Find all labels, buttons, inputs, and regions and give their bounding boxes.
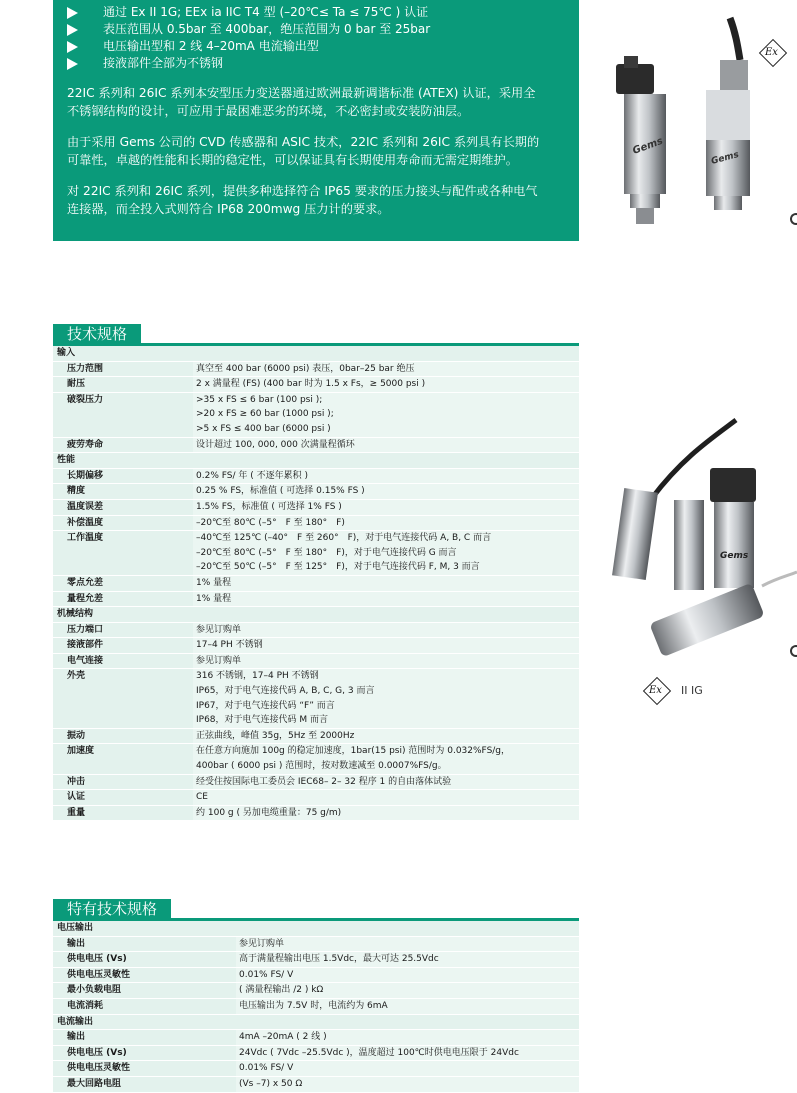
paragraph-line: 连接器，而全投入式则符合 IP68 200mwg 压力计的要求。 bbox=[67, 202, 390, 216]
category-label: 电压输出 bbox=[53, 921, 579, 936]
spec-value-line: –40℃至 125℃ (–40° F 至 260° F)，对于电气连接代码 A, B, C 而言 bbox=[196, 533, 492, 544]
spec-value-line: 参见订购单 bbox=[196, 624, 242, 635]
spec-value bbox=[193, 575, 579, 591]
spec-value bbox=[236, 967, 579, 983]
paragraph-line: 22IC 系列和 26IC 系列本安型压力变送器通过欧洲最新调谐标准 (ATEX) 认证，采用全 bbox=[67, 86, 536, 100]
table-row bbox=[53, 1061, 579, 1077]
feature-text: 接液部件全部为不锈钢 bbox=[103, 56, 224, 70]
table-row bbox=[53, 515, 579, 531]
spec-value-line: 4mA –20mA ( 2 线 ) bbox=[239, 1032, 327, 1043]
spec-label: 接液部件 bbox=[53, 638, 193, 654]
spec-value bbox=[236, 1061, 579, 1077]
spec-value-line: >20 x FS ≥ 60 bar (1000 psi ); bbox=[196, 409, 334, 420]
spec-value-line: 0.25 % FS，标准值 ( 可选择 0.15% FS ) bbox=[196, 486, 365, 497]
table-row bbox=[53, 952, 579, 968]
partial-circle-icon-2 bbox=[790, 645, 797, 657]
table-row bbox=[53, 998, 579, 1014]
spec-value-line: 0.01% FS/ V bbox=[239, 969, 294, 980]
special-spec-section bbox=[53, 898, 579, 1093]
table-row bbox=[53, 392, 579, 437]
table-row bbox=[53, 531, 579, 576]
spec-value-line: ( 满量程输出 /2 ) kΩ bbox=[239, 985, 324, 996]
spec-value bbox=[193, 744, 579, 774]
spec-value bbox=[193, 515, 579, 531]
paragraph-line: 由于采用 Gems 公司的 CVD 传感器和 ASIC 技术，22IC 系列和 26IC 系列具有长期的 bbox=[67, 135, 540, 149]
spec-table bbox=[53, 346, 579, 821]
spec-section bbox=[53, 323, 579, 821]
spec-value bbox=[193, 591, 579, 607]
spec-value-line: 约 100 g ( 另加电缆重量：75 g/m) bbox=[196, 807, 342, 818]
table-row bbox=[53, 1045, 579, 1061]
spec-value bbox=[193, 377, 579, 393]
spec-label: 输出 bbox=[53, 1030, 236, 1046]
spec-label: 供电电压 (Vs) bbox=[53, 1045, 236, 1061]
spec-value-line: 经受住按国际电工委员会 IEC68– 2– 32 程序 1 的自由落体试验 bbox=[196, 776, 452, 787]
table-row bbox=[53, 1076, 579, 1092]
table-row bbox=[53, 591, 579, 607]
spec-value bbox=[193, 392, 579, 437]
category-row bbox=[53, 607, 579, 623]
product-photo-transmitters-group bbox=[612, 418, 797, 678]
spec-label: 精度 bbox=[53, 484, 193, 500]
table-row bbox=[53, 728, 579, 744]
spec-value-line: 24Vdc ( 7Vdc –25.5Vdc )，温度超过 100℃时供电电压限于 24Vdc bbox=[239, 1047, 519, 1058]
spec-value-line: 316 不锈钢，17–4 PH 不锈钢 bbox=[196, 671, 319, 682]
table-row bbox=[53, 967, 579, 983]
spec-value-line: >5 x FS ≤ 400 bar (6000 psi ) bbox=[196, 423, 331, 434]
feature-text: 通过 Ex II 1G; EEx ia IIC T4 型 (–20℃≤ Ta ≤ 75℃ ) 认证 bbox=[103, 5, 429, 19]
spec-label: 耐压 bbox=[53, 377, 193, 393]
triangle-bullet-icon bbox=[67, 7, 78, 19]
ex-label: Ex bbox=[765, 47, 778, 58]
paragraph-line: 对 22IC 系列和 26IC 系列，提供多种选择符合 IP65 要求的压力接头与配件或各种电气 bbox=[67, 184, 538, 198]
spec-value-line: IP68，对于电气连接代码 M 而言 bbox=[196, 715, 329, 726]
spec-label: 冲击 bbox=[53, 774, 193, 790]
spec-label: 零点允差 bbox=[53, 575, 193, 591]
spec-title: 技术规格 bbox=[53, 324, 141, 343]
feature-list bbox=[67, 4, 569, 72]
spec-value bbox=[193, 361, 579, 377]
table-row bbox=[53, 790, 579, 806]
spec-value bbox=[193, 622, 579, 638]
spec-value bbox=[236, 998, 579, 1014]
spec-value-line: 17–4 PH 不锈钢 bbox=[196, 640, 263, 651]
spec-value-line: 参见订购单 bbox=[239, 938, 285, 949]
spec-label: 最大回路电阻 bbox=[53, 1076, 236, 1092]
spec-value bbox=[193, 468, 579, 484]
spec-label: 压力端口 bbox=[53, 622, 193, 638]
spec-value-line: 400bar ( 6000 psi ) 范围时，按对数速减至 0.0007%FS/g。 bbox=[196, 761, 447, 772]
ex-label-2: Ex bbox=[649, 685, 662, 696]
category-row bbox=[53, 921, 579, 936]
spec-label: 重量 bbox=[53, 805, 193, 821]
table-row bbox=[53, 653, 579, 669]
spec-value-line: 真空至 400 bar (6000 psi) 表压，0bar–25 bar 绝压 bbox=[196, 363, 415, 374]
table-row bbox=[53, 377, 579, 393]
feature-item bbox=[67, 55, 569, 72]
spec-value-line: 2 x 满量程 (FS) (400 bar 时为 1.5 x Fs，≥ 5000 psi ) bbox=[196, 379, 426, 390]
spec-value-line: 0.2% FS/ 年 ( 不逐年累积 ) bbox=[196, 470, 308, 481]
category-row bbox=[53, 346, 579, 361]
spec-label: 加速度 bbox=[53, 744, 193, 774]
spec-value-line: 1% 量程 bbox=[196, 577, 232, 588]
intro-paragraph bbox=[67, 182, 569, 218]
special-spec-title: 特有技术规格 bbox=[53, 899, 171, 918]
table-row bbox=[53, 805, 579, 821]
spec-value-line: –20℃至 80℃ (–5° F 至 180° F) bbox=[196, 517, 345, 528]
spec-value-line: CE bbox=[196, 792, 208, 803]
category-row bbox=[53, 453, 579, 469]
brand-text-3: Gems bbox=[720, 551, 749, 561]
table-row bbox=[53, 468, 579, 484]
feature-item bbox=[67, 4, 569, 21]
spec-value-line: >35 x FS ≤ 6 bar (100 psi ); bbox=[196, 394, 323, 405]
table-row bbox=[53, 499, 579, 515]
spec-label: 量程允差 bbox=[53, 591, 193, 607]
spec-value-line: IP65，对于电气连接代码 A, B, C, G, 3 而言 bbox=[196, 686, 375, 697]
feature-text: 电压输出型和 2 线 4–20mA 电流输出型 bbox=[103, 39, 319, 53]
spec-value bbox=[236, 952, 579, 968]
spec-label: 认证 bbox=[53, 790, 193, 806]
spec-value-line: 电压输出为 7.5V 时，电流约为 6mA bbox=[239, 1000, 388, 1011]
partial-circle-icon bbox=[790, 213, 797, 225]
feature-item bbox=[67, 21, 569, 38]
spec-value-line: 高于满量程输出电压 1.5Vdc，最大可达 25.5Vdc bbox=[239, 954, 439, 965]
spec-label: 电气连接 bbox=[53, 653, 193, 669]
spec-value bbox=[236, 1076, 579, 1092]
table-row bbox=[53, 936, 579, 952]
spec-value bbox=[193, 653, 579, 669]
table-row bbox=[53, 361, 579, 377]
spec-label: 振动 bbox=[53, 728, 193, 744]
spec-value-line: 设计超过 100, 000, 000 次满量程循环 bbox=[196, 439, 355, 450]
spec-label: 温度误差 bbox=[53, 499, 193, 515]
spec-label: 工作温度 bbox=[53, 531, 193, 576]
spec-value bbox=[193, 499, 579, 515]
spec-value-line: 1.5% FS，标准值 ( 可选择 1% FS ) bbox=[196, 501, 342, 512]
table-row bbox=[53, 744, 579, 774]
spec-value-line: 参见订购单 bbox=[196, 655, 242, 666]
special-spec-table bbox=[53, 921, 579, 1093]
spec-value bbox=[236, 983, 579, 999]
spec-value bbox=[193, 805, 579, 821]
category-label: 性能 bbox=[53, 453, 579, 469]
triangle-bullet-icon bbox=[67, 41, 78, 53]
spec-label: 补偿温度 bbox=[53, 515, 193, 531]
paragraph-line: 可靠性，卓越的性能和长期的稳定性，可以保证具有长期使用寿命而无需定期维护。 bbox=[67, 153, 518, 167]
spec-value bbox=[193, 790, 579, 806]
product-photo-transmitters bbox=[610, 14, 755, 232]
intro-paragraph bbox=[67, 84, 569, 120]
intro-paragraphs bbox=[67, 84, 569, 218]
spec-label: 最小负载电阻 bbox=[53, 983, 236, 999]
spec-value-line: 在任意方向施加 100g 的稳定加速度，1bar(15 psi) 范围时为 0.032%FS/g， bbox=[196, 746, 511, 757]
spec-value-line: IP67，对于电气连接代码 “F” 而言 bbox=[196, 700, 335, 711]
spec-value bbox=[193, 728, 579, 744]
brand-text: Gems bbox=[631, 135, 665, 157]
intro-panel bbox=[53, 0, 579, 241]
spec-label: 破裂压力 bbox=[53, 392, 193, 437]
spec-label: 供电电压灵敏性 bbox=[53, 967, 236, 983]
spec-value bbox=[193, 638, 579, 654]
spec-value-line: 正弦曲线，峰值 35g，5Hz 至 2000Hz bbox=[196, 730, 355, 741]
spec-label: 电流消耗 bbox=[53, 998, 236, 1014]
feature-item bbox=[67, 38, 569, 55]
spec-value bbox=[236, 1030, 579, 1046]
table-row bbox=[53, 622, 579, 638]
brand-text-2: Gems bbox=[710, 149, 741, 167]
feature-text: 表压范围从 0.5bar 至 400bar，绝压范围为 0 bar 至 25bar bbox=[103, 22, 431, 36]
paragraph-line: 不锈钢结构的设计，可应用于最困难恶劣的环境，不必密封或安装防油层。 bbox=[67, 104, 470, 118]
spec-value bbox=[236, 1045, 579, 1061]
spec-label: 疲劳寿命 bbox=[53, 437, 193, 453]
spec-label: 外壳 bbox=[53, 669, 193, 728]
table-row bbox=[53, 983, 579, 999]
spec-label: 压力范围 bbox=[53, 361, 193, 377]
spec-value bbox=[193, 484, 579, 500]
category-label: 机械结构 bbox=[53, 607, 579, 623]
spec-value bbox=[193, 531, 579, 576]
table-row bbox=[53, 484, 579, 500]
table-row bbox=[53, 669, 579, 728]
table-row bbox=[53, 437, 579, 453]
triangle-bullet-icon bbox=[67, 24, 78, 36]
intro-paragraph bbox=[67, 133, 569, 169]
table-row bbox=[53, 1030, 579, 1046]
spec-value-line: 0.01% FS/ V bbox=[239, 1063, 294, 1074]
spec-value-line: (Vs –7) x 50 Ω bbox=[239, 1078, 303, 1089]
triangle-bullet-icon bbox=[67, 58, 78, 70]
spec-label: 长期偏移 bbox=[53, 468, 193, 484]
spec-label: 供电电压灵敏性 bbox=[53, 1061, 236, 1077]
spec-label: 供电电压 (Vs) bbox=[53, 952, 236, 968]
spec-value bbox=[193, 437, 579, 453]
spec-value bbox=[193, 669, 579, 728]
category-row bbox=[53, 1014, 579, 1030]
spec-value-line: –20℃至 80℃ (–5° F 至 180° F)，对于电气连接代码 G 而言 bbox=[196, 547, 457, 558]
spec-value bbox=[236, 936, 579, 952]
spec-label: 输出 bbox=[53, 936, 236, 952]
spec-value-line: 1% 量程 bbox=[196, 593, 232, 604]
atex-caption: II IG bbox=[681, 684, 703, 697]
spec-value-line: –20℃至 50℃ (–5° F 至 125° F)，对于电气连接代码 F, M, 3 而言 bbox=[196, 562, 480, 573]
table-row bbox=[53, 638, 579, 654]
category-label: 输入 bbox=[53, 346, 579, 361]
table-row bbox=[53, 575, 579, 591]
spec-value bbox=[193, 774, 579, 790]
category-label: 电流输出 bbox=[53, 1014, 579, 1030]
table-row bbox=[53, 774, 579, 790]
